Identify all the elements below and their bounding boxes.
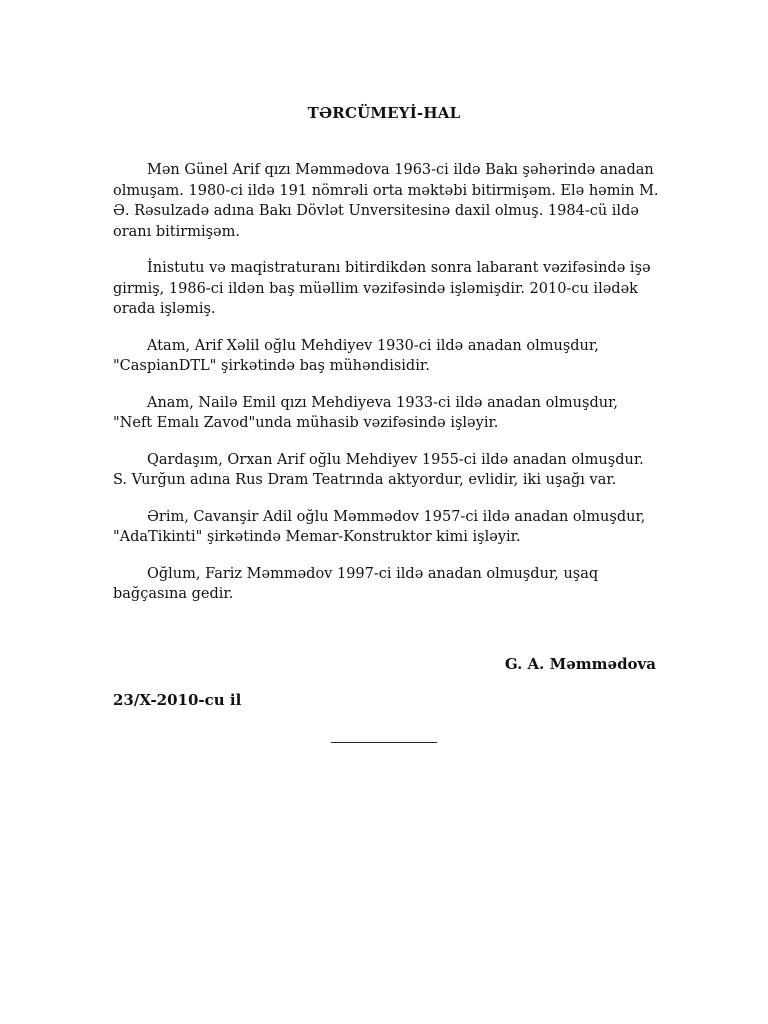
paragraph-5: Qardaşım, Orxan Arif oğlu Mehdiyev 1955-ci ildə anadan olmuşdur. S. Vurğun adına Rus Dram Teatrında aktyordur, evlidir, iki uşağı var. (113, 451, 644, 488)
paragraph-7: Oğlum, Fariz Məmmədov 1997-ci ildə anadan olmuşdur, uşaq bağçasına gedir. (113, 565, 599, 602)
paragraph-4: Anam, Nailə Emil qızı Mehdiyeva 1933-ci ildə anadan olmuşdur, "Neft Emalı Zavod"unda mühasib vəzifəsində işləyir. (113, 394, 619, 431)
document-body (113, 160, 661, 621)
paragraph-3: Atam, Arif Xəlil oğlu Mehdiyev 1930-ci ildə anadan olmuşdur, "CaspianDTL" şirkətində baş mühəndisidir. (113, 337, 599, 374)
signature-line (331, 742, 437, 743)
document-title: TƏRCÜMEYİ-HAL (307, 104, 461, 122)
paragraph-6: Ərim, Cavanşir Adil oğlu Məmmədov 1957-ci ildə anadan olmuşdur, "AdaTikinti" şirkətində Memar-Konstruktor kimi işləyir. (113, 508, 646, 545)
paragraph-1: Mən Günel Arif qızı Məmmədova 1963-ci ildə Bakı şəhərində anadan olmuşam. 1980-ci ildə 191 nömrəli orta məktəbi bitirmişəm. Elə həmin M. Ə. Rəsulzadə adına Bakı Dövlət Unversitesinə daxil olmuş. 1984-cü ildə oranı bitirmişəm. (113, 162, 659, 240)
document-date: 23/X-2010-cu il (113, 691, 242, 709)
paragraph-2: İnistutu və maqistraturanı bitirdikdən sonra labarant vəzifəsində işə girmiş, 1986-ci ildən baş müəllim vəzifəsində işləmişdir. 2010-cu ilədək orada işləmiş. (113, 260, 651, 317)
signature-name: G. A. Məmmədova (504, 655, 656, 673)
